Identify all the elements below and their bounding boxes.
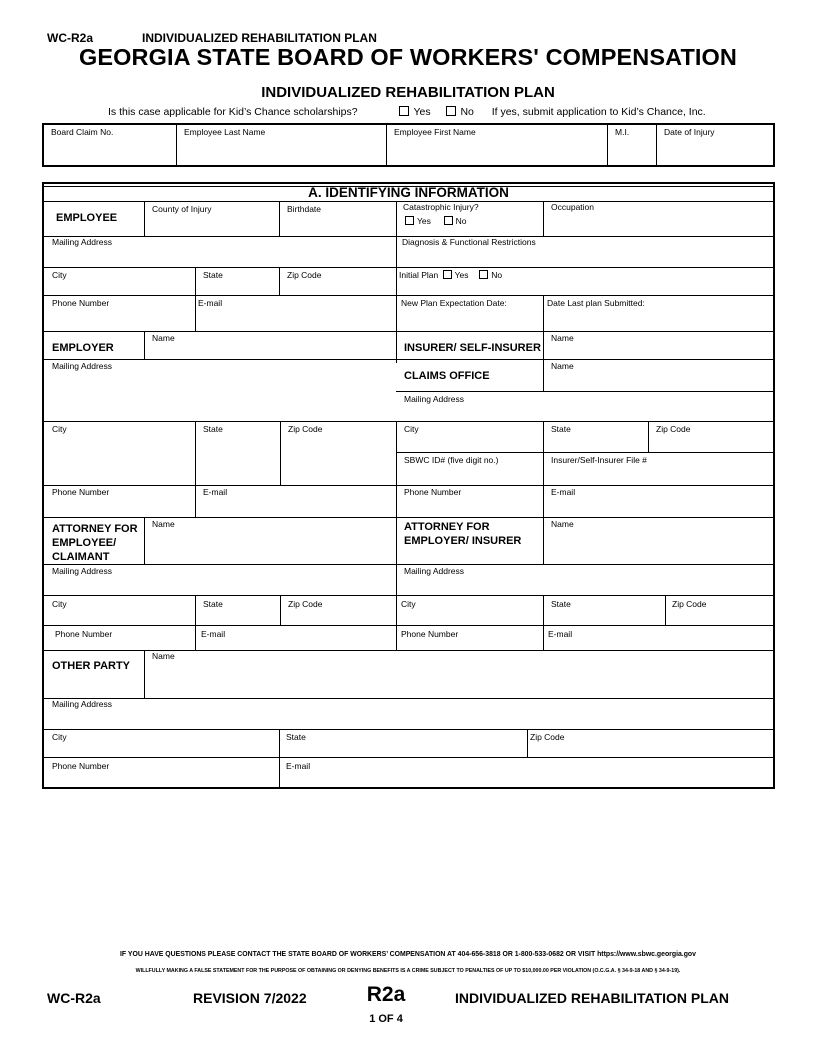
claims-office-state-field[interactable]: State [551,424,571,434]
attorney-employee-email-field[interactable]: E-mail [201,629,226,639]
diagnosis-field[interactable]: Diagnosis & Functional Restrictions [402,237,536,247]
employee-heading: EMPLOYEE [56,212,118,224]
occupation-field[interactable]: Occupation [551,202,594,212]
employee-first-name-field[interactable]: Employee First Name [394,127,476,137]
employee-last-name-field[interactable]: Employee Last Name [184,127,266,137]
catastrophic-yes-label: Yes [417,216,431,226]
attorney-employee-state-field[interactable]: State [203,599,223,609]
employer-zip-field[interactable]: Zip Code [288,424,323,434]
insurer-heading: INSURER/ SELF-INSURER [404,342,541,354]
attorney-employer-name-field[interactable]: Name [551,519,574,529]
kids-chance-row [108,106,706,118]
attorney-employer-email-field[interactable]: E-mail [548,629,573,639]
agency-title: GEORGIA STATE BOARD OF WORKERS' COMPENSATION [79,44,737,70]
claims-office-heading: CLAIMS OFFICE [404,370,490,382]
footer-big-code: R2a [366,983,406,1006]
employer-phone-field[interactable]: Phone Number [52,487,110,497]
claims-office-phone-field[interactable]: Phone Number [404,487,462,497]
attorney-employee-name-field[interactable]: Name [152,519,175,529]
claims-office-city-field[interactable]: City [404,424,419,434]
kids-chance-question: Is this case applicable for Kid’s Chance scholarships? [108,106,358,118]
kids-chance-note: If yes, submit application to Kid’s Chance, Inc. [491,106,706,118]
employee-city-field[interactable]: City [52,270,67,280]
footer-page-number: 1 OF 4 [369,1013,403,1025]
attorney-employer-city-field[interactable]: City [401,599,416,609]
employee-phone-field[interactable]: Phone Number [52,298,110,308]
claims-office-mailing-field[interactable]: Mailing Address [404,394,465,404]
sbwc-id-field[interactable]: SBWC ID# (five digit no.) [404,455,499,465]
date-of-injury-field[interactable]: Date of Injury [664,127,715,137]
other-party-name-field[interactable]: Name [152,651,175,661]
other-party-phone-field[interactable]: Phone Number [52,761,110,771]
attorney-employer-heading: ATTORNEY FOR EMPLOYER/ INSURER [404,521,522,547]
attorney-employee-heading: ATTORNEY FOR EMPLOYEE/ CLAIMANT [52,523,138,563]
insurer-name-field[interactable]: Name [551,333,574,343]
other-party-state-field[interactable]: State [286,732,306,742]
other-party-mailing-field[interactable]: Mailing Address [52,699,113,709]
catastrophic-no-label: No [455,216,467,226]
attorney-employee-zip-field[interactable]: Zip Code [288,599,323,609]
initial-plan-no-checkbox[interactable] [479,270,488,279]
footer-revision: REVISION 7/2022 [193,990,307,1006]
board-claim-field[interactable]: Board Claim No. [51,127,114,137]
attorney-employer-state-field[interactable]: State [551,599,571,609]
birthdate-field[interactable]: Birthdate [287,204,322,214]
attorney-employer-phone-field[interactable]: Phone Number [401,629,459,639]
employee-email-field[interactable]: E-mail [198,298,223,308]
employee-state-field[interactable]: State [203,270,223,280]
county-of-injury-field[interactable]: County of Injury [152,204,212,214]
initial-plan-yes-checkbox[interactable] [443,270,452,279]
form-name-top: INDIVIDUALIZED REHABILITATION PLAN [142,31,377,45]
employer-heading: EMPLOYER [52,342,114,354]
catastrophic-options [403,216,467,226]
employer-name-field[interactable]: Name [152,333,175,343]
employer-mailing-address-field[interactable]: Mailing Address [52,361,113,371]
mi-field[interactable]: M.I. [615,127,630,137]
footer-warning: WILLFULLY MAKING A FALSE STATEMENT FOR THE PURPOSE OF OBTAINING OR DENYING BENEFITS IS A CRIME SUBJECT TO PENALTIES OF UP TO $10,000.00 PER VIOLATION (O.C.G.A. § 34-9-18 AND § 34-9-19). [135,968,681,974]
claims-office-email-field[interactable]: E-mail [551,487,576,497]
catastrophic-yes-checkbox[interactable] [405,216,414,225]
other-party-email-field[interactable]: E-mail [286,761,311,771]
attorney-employee-mailing-field[interactable]: Mailing Address [52,566,113,576]
kids-no-label: No [460,106,474,118]
employer-state-field[interactable]: State [203,424,223,434]
initial-plan-row [399,270,502,280]
kids-no-checkbox[interactable] [446,106,456,116]
initial-plan-label: Initial Plan [399,270,439,280]
kids-yes-checkbox[interactable] [399,106,409,116]
employer-email-field[interactable]: E-mail [203,487,228,497]
section-a-title: A. IDENTIFYING INFORMATION [308,185,509,200]
other-party-city-field[interactable]: City [52,732,67,742]
employee-mailing-address-field[interactable]: Mailing Address [52,237,113,247]
form-code-top: WC-R2a [47,31,94,45]
catastrophic-no-checkbox[interactable] [444,216,453,225]
page-title: INDIVIDUALIZED REHABILITATION PLAN [261,84,555,101]
claims-office-name-field[interactable]: Name [551,361,574,371]
footer-plan-name: INDIVIDUALIZED REHABILITATION PLAN [455,990,730,1006]
initial-plan-no-label: No [491,270,503,280]
last-plan-date-field[interactable]: Date Last plan Submitted: [547,298,645,308]
other-party-heading: OTHER PARTY [52,660,131,672]
attorney-employee-city-field[interactable]: City [52,599,67,609]
initial-plan-yes-label: Yes [454,270,469,280]
attorney-employer-zip-field[interactable]: Zip Code [672,599,707,609]
attorney-employee-phone-field[interactable]: Phone Number [55,629,113,639]
kids-yes-label: Yes [413,106,431,118]
footer-form-code: WC-R2a [47,990,101,1006]
claims-office-zip-field[interactable]: Zip Code [656,424,691,434]
footer-contact: IF YOU HAVE QUESTIONS PLEASE CONTACT THE STATE BOARD OF WORKERS’ COMPENSATION AT 404-656-3818 OR 1-800-533-0682 OR VISIT https://www.sbwc.georgia.gov [120,951,696,958]
employee-zip-field[interactable]: Zip Code [287,270,322,280]
new-plan-date-field[interactable]: New Plan Expectation Date: [401,298,507,308]
catastrophic-injury-label: Catastrophic Injury? [403,202,479,212]
other-party-zip-field[interactable]: Zip Code [530,732,565,742]
attorney-employer-mailing-field[interactable]: Mailing Address [404,566,465,576]
employer-city-field[interactable]: City [52,424,67,434]
insurer-file-field[interactable]: Insurer/Self-Insurer File # [551,455,647,465]
